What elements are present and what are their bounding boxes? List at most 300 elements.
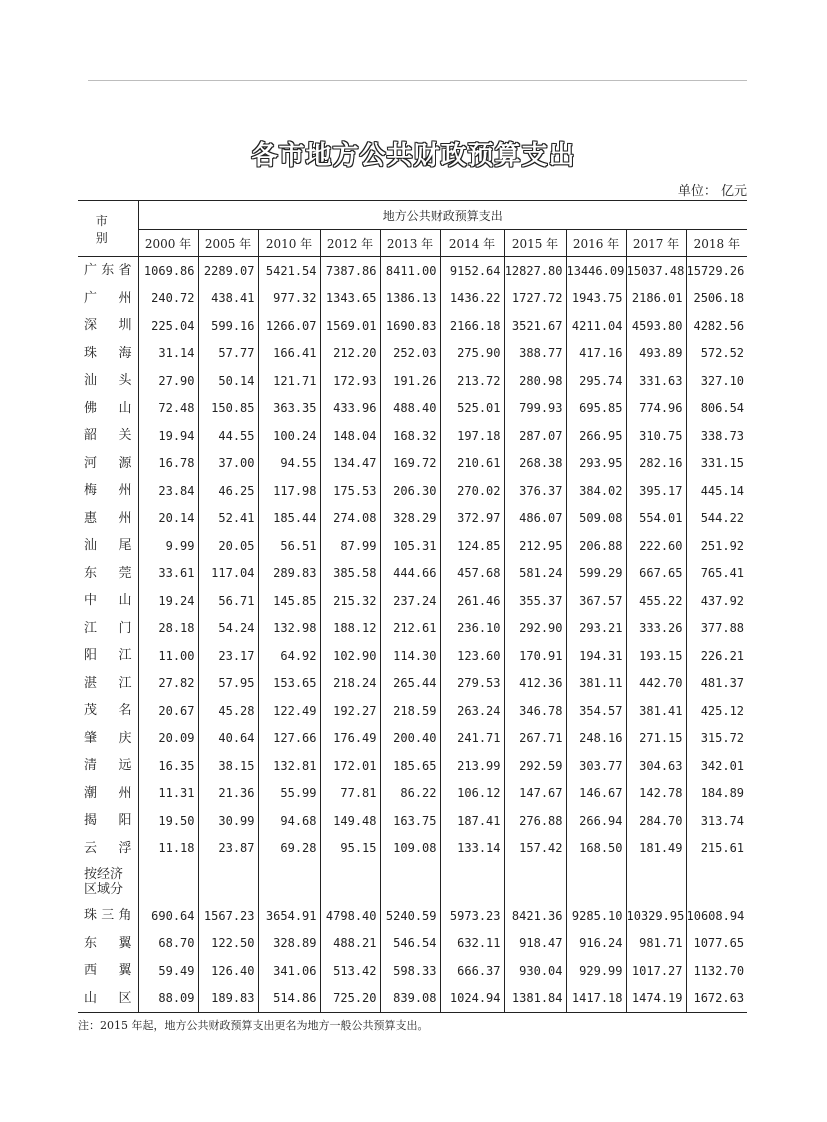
value-cell: 109.08 — [380, 835, 440, 863]
row-label: 梅州 — [84, 483, 132, 499]
value-cell: 354.57 — [566, 697, 626, 725]
value-cell: 581.24 — [504, 560, 566, 588]
value-cell: 667.65 — [626, 560, 686, 588]
value-cell: 168.32 — [380, 422, 440, 450]
table-row — [78, 615, 747, 643]
value-cell: 977.32 — [258, 285, 320, 313]
value-cell: 192.27 — [320, 697, 380, 725]
year-header: 2014 年 — [440, 230, 504, 257]
unit-label: 单位： 亿元 — [677, 184, 747, 199]
value-cell: 16.35 — [138, 752, 198, 780]
value-cell: 513.42 — [320, 957, 380, 985]
value-cell: 46.25 — [198, 477, 258, 505]
value-cell: 270.02 — [440, 477, 504, 505]
table-row — [78, 257, 747, 285]
value-cell: 333.26 — [626, 615, 686, 643]
city-column-header: 市 别 — [78, 201, 138, 257]
year-header: 2012 年 — [320, 230, 380, 257]
footnote: 注：2015 年起，地方公共财政预算支出更名为地方一般公共预算支出。 — [78, 1019, 429, 1032]
value-cell: 168.50 — [566, 835, 626, 863]
value-cell: 166.41 — [258, 340, 320, 368]
value-cell: 117.98 — [258, 477, 320, 505]
value-cell: 10608.94 — [686, 902, 747, 930]
value-cell: 213.99 — [440, 752, 504, 780]
year-header: 2013 年 — [380, 230, 440, 257]
table-row — [78, 697, 747, 725]
value-cell: 514.86 — [258, 985, 320, 1013]
value-cell: 30.99 — [198, 807, 258, 835]
value-cell: 916.24 — [566, 930, 626, 958]
table-row — [78, 807, 747, 835]
value-cell: 10329.95 — [626, 902, 686, 930]
value-cell: 2186.01 — [626, 285, 686, 313]
value-cell: 50.14 — [198, 367, 258, 395]
value-cell: 122.49 — [258, 697, 320, 725]
value-cell: 240.72 — [138, 285, 198, 313]
value-cell: 87.99 — [320, 532, 380, 560]
value-cell: 69.28 — [258, 835, 320, 863]
value-cell: 191.26 — [380, 367, 440, 395]
row-label: 河源 — [84, 455, 132, 471]
value-cell: 315.72 — [686, 725, 747, 753]
value-cell: 172.93 — [320, 367, 380, 395]
year-header: 2005 年 — [198, 230, 258, 257]
value-cell: 488.21 — [320, 930, 380, 958]
value-cell: 331.15 — [686, 450, 747, 478]
value-cell: 395.17 — [626, 477, 686, 505]
value-cell: 304.63 — [626, 752, 686, 780]
row-label: 珠海 — [84, 345, 132, 361]
value-cell: 266.95 — [566, 422, 626, 450]
value-cell: 215.61 — [686, 835, 747, 863]
value-cell: 122.50 — [198, 930, 258, 958]
table-row — [78, 587, 747, 615]
value-cell: 64.92 — [258, 642, 320, 670]
group-header: 地方公共财政预算支出 — [138, 201, 747, 230]
value-cell: 666.37 — [440, 957, 504, 985]
value-cell: 275.90 — [440, 340, 504, 368]
empty-cell — [440, 862, 504, 902]
value-cell: 176.49 — [320, 725, 380, 753]
value-cell: 981.71 — [626, 930, 686, 958]
value-cell: 133.14 — [440, 835, 504, 863]
value-cell: 19.24 — [138, 587, 198, 615]
value-cell: 20.05 — [198, 532, 258, 560]
value-cell: 385.58 — [320, 560, 380, 588]
value-cell: 412.36 — [504, 670, 566, 698]
value-cell: 1943.75 — [566, 285, 626, 313]
value-cell: 929.99 — [566, 957, 626, 985]
value-cell: 218.59 — [380, 697, 440, 725]
value-cell: 1017.27 — [626, 957, 686, 985]
value-cell: 328.29 — [380, 505, 440, 533]
value-cell: 2166.18 — [440, 312, 504, 340]
value-cell: 8411.00 — [380, 257, 440, 285]
value-cell: 554.01 — [626, 505, 686, 533]
table-row — [78, 670, 747, 698]
empty-cell — [626, 862, 686, 902]
table-row — [78, 560, 747, 588]
value-cell: 251.92 — [686, 532, 747, 560]
value-cell: 185.44 — [258, 505, 320, 533]
value-cell: 289.83 — [258, 560, 320, 588]
row-label: 深圳 — [84, 318, 132, 334]
value-cell: 4282.56 — [686, 312, 747, 340]
value-cell: 433.96 — [320, 395, 380, 423]
row-label: 云浮 — [84, 840, 132, 856]
value-cell: 572.52 — [686, 340, 747, 368]
value-cell: 170.91 — [504, 642, 566, 670]
value-cell: 40.64 — [198, 725, 258, 753]
value-cell: 1024.94 — [440, 985, 504, 1013]
value-cell: 9152.64 — [440, 257, 504, 285]
value-cell: 274.08 — [320, 505, 380, 533]
value-cell: 1077.65 — [686, 930, 747, 958]
empty-cell — [504, 862, 566, 902]
value-cell: 280.98 — [504, 367, 566, 395]
value-cell: 21.36 — [198, 780, 258, 808]
value-cell: 544.22 — [686, 505, 747, 533]
value-cell: 37.00 — [198, 450, 258, 478]
value-cell: 438.41 — [198, 285, 258, 313]
value-cell: 4593.80 — [626, 312, 686, 340]
value-cell: 2289.07 — [198, 257, 258, 285]
row-label: 珠三角 — [84, 908, 132, 924]
value-cell: 225.04 — [138, 312, 198, 340]
empty-cell — [258, 862, 320, 902]
value-cell: 142.78 — [626, 780, 686, 808]
value-cell: 695.85 — [566, 395, 626, 423]
table-row — [78, 532, 747, 560]
table-row — [78, 957, 747, 985]
row-label: 山区 — [78, 985, 138, 1013]
value-cell: 313.74 — [686, 807, 747, 835]
value-cell: 799.93 — [504, 395, 566, 423]
table-row — [78, 902, 747, 930]
value-cell: 28.18 — [138, 615, 198, 643]
value-cell: 381.41 — [626, 697, 686, 725]
value-cell: 52.41 — [198, 505, 258, 533]
row-label: 肇庆 — [84, 730, 132, 746]
value-cell: 765.41 — [686, 560, 747, 588]
empty-cell — [138, 862, 198, 902]
empty-cell — [198, 862, 258, 902]
row-label: 茂名 — [84, 703, 132, 719]
value-cell: 106.12 — [440, 780, 504, 808]
row-label: 阳江 — [84, 648, 132, 664]
value-cell: 11.31 — [138, 780, 198, 808]
value-cell: 598.33 — [380, 957, 440, 985]
value-cell: 145.85 — [258, 587, 320, 615]
value-cell: 197.18 — [440, 422, 504, 450]
table-row — [78, 450, 747, 478]
year-header: 2000 年 — [138, 230, 198, 257]
value-cell: 236.10 — [440, 615, 504, 643]
value-cell: 287.07 — [504, 422, 566, 450]
year-header: 2017 年 — [626, 230, 686, 257]
value-cell: 86.22 — [380, 780, 440, 808]
value-cell: 388.77 — [504, 340, 566, 368]
value-cell: 599.29 — [566, 560, 626, 588]
value-cell: 1436.22 — [440, 285, 504, 313]
value-cell: 132.81 — [258, 752, 320, 780]
value-cell: 5421.54 — [258, 257, 320, 285]
row-label: 清远 — [84, 758, 132, 774]
value-cell: 4211.04 — [566, 312, 626, 340]
value-cell: 114.30 — [380, 642, 440, 670]
value-cell: 457.68 — [440, 560, 504, 588]
value-cell: 445.14 — [686, 477, 747, 505]
value-cell: 327.10 — [686, 367, 747, 395]
value-cell: 279.53 — [440, 670, 504, 698]
value-cell: 295.74 — [566, 367, 626, 395]
value-cell: 384.02 — [566, 477, 626, 505]
year-header: 2018 年 — [686, 230, 747, 257]
row-label: 广州 — [84, 290, 132, 306]
value-cell: 1727.72 — [504, 285, 566, 313]
value-cell: 328.89 — [258, 930, 320, 958]
value-cell: 263.24 — [440, 697, 504, 725]
value-cell: 363.35 — [258, 395, 320, 423]
value-cell: 338.73 — [686, 422, 747, 450]
value-cell: 77.81 — [320, 780, 380, 808]
value-cell: 355.37 — [504, 587, 566, 615]
table-row — [78, 725, 747, 753]
row-label: 湛江 — [84, 675, 132, 691]
value-cell: 175.53 — [320, 477, 380, 505]
value-cell: 265.44 — [380, 670, 440, 698]
value-cell: 918.47 — [504, 930, 566, 958]
value-cell: 237.24 — [380, 587, 440, 615]
value-cell: 444.66 — [380, 560, 440, 588]
value-cell: 169.72 — [380, 450, 440, 478]
value-cell: 33.61 — [138, 560, 198, 588]
year-header: 2010 年 — [258, 230, 320, 257]
value-cell: 146.67 — [566, 780, 626, 808]
value-cell: 381.11 — [566, 670, 626, 698]
value-cell: 124.85 — [440, 532, 504, 560]
value-cell: 16.78 — [138, 450, 198, 478]
value-cell: 488.40 — [380, 395, 440, 423]
value-cell: 31.14 — [138, 340, 198, 368]
value-cell: 2506.18 — [686, 285, 747, 313]
value-cell: 56.51 — [258, 532, 320, 560]
value-cell: 8421.36 — [504, 902, 566, 930]
value-cell: 222.60 — [626, 532, 686, 560]
empty-cell — [686, 862, 747, 902]
value-cell: 774.96 — [626, 395, 686, 423]
value-cell: 1069.86 — [138, 257, 198, 285]
value-cell: 157.42 — [504, 835, 566, 863]
value-cell: 132.98 — [258, 615, 320, 643]
value-cell: 20.09 — [138, 725, 198, 753]
value-cell: 293.21 — [566, 615, 626, 643]
value-cell: 5973.23 — [440, 902, 504, 930]
row-label: 揭阳 — [84, 813, 132, 829]
value-cell: 292.59 — [504, 752, 566, 780]
value-cell: 27.82 — [138, 670, 198, 698]
value-cell: 282.16 — [626, 450, 686, 478]
value-cell: 181.49 — [626, 835, 686, 863]
value-cell: 442.70 — [626, 670, 686, 698]
value-cell: 134.47 — [320, 450, 380, 478]
value-cell: 57.95 — [198, 670, 258, 698]
value-cell: 437.92 — [686, 587, 747, 615]
value-cell: 12827.80 — [504, 257, 566, 285]
value-cell: 1417.18 — [566, 985, 626, 1013]
value-cell: 57.77 — [198, 340, 258, 368]
table-row — [78, 985, 747, 1013]
table-row — [78, 422, 747, 450]
value-cell: 117.04 — [198, 560, 258, 588]
value-cell: 105.31 — [380, 532, 440, 560]
value-cell: 261.46 — [440, 587, 504, 615]
value-cell: 367.57 — [566, 587, 626, 615]
value-cell: 268.38 — [504, 450, 566, 478]
value-cell: 188.12 — [320, 615, 380, 643]
value-cell: 212.95 — [504, 532, 566, 560]
value-cell: 241.71 — [440, 725, 504, 753]
value-cell: 5240.59 — [380, 902, 440, 930]
section-row — [78, 862, 747, 902]
value-cell: 88.09 — [138, 985, 198, 1013]
value-cell: 163.75 — [380, 807, 440, 835]
value-cell: 632.11 — [440, 930, 504, 958]
value-cell: 126.40 — [198, 957, 258, 985]
value-cell: 184.89 — [686, 780, 747, 808]
value-cell: 15037.48 — [626, 257, 686, 285]
row-label: 汕尾 — [84, 538, 132, 554]
section-label: 按经济区域分 — [84, 867, 124, 897]
value-cell: 215.32 — [320, 587, 380, 615]
value-cell: 1381.84 — [504, 985, 566, 1013]
value-cell: 276.88 — [504, 807, 566, 835]
value-cell: 226.21 — [686, 642, 747, 670]
value-cell: 56.71 — [198, 587, 258, 615]
value-cell: 455.22 — [626, 587, 686, 615]
value-cell: 3521.67 — [504, 312, 566, 340]
value-cell: 100.24 — [258, 422, 320, 450]
empty-cell — [566, 862, 626, 902]
value-cell: 1672.63 — [686, 985, 747, 1013]
value-cell: 23.87 — [198, 835, 258, 863]
value-cell: 172.01 — [320, 752, 380, 780]
value-cell: 525.01 — [440, 395, 504, 423]
empty-cell — [380, 862, 440, 902]
value-cell: 1266.07 — [258, 312, 320, 340]
value-cell: 417.16 — [566, 340, 626, 368]
value-cell: 210.61 — [440, 450, 504, 478]
value-cell: 15729.26 — [686, 257, 747, 285]
value-cell: 267.71 — [504, 725, 566, 753]
row-label: 佛山 — [84, 400, 132, 416]
value-cell: 150.85 — [198, 395, 258, 423]
value-cell: 481.37 — [686, 670, 747, 698]
value-cell: 546.54 — [380, 930, 440, 958]
row-label: 东翼 — [84, 935, 132, 951]
value-cell: 1690.83 — [380, 312, 440, 340]
value-cell: 193.15 — [626, 642, 686, 670]
value-cell: 1132.70 — [686, 957, 747, 985]
table-row — [78, 930, 747, 958]
value-cell: 725.20 — [320, 985, 380, 1013]
value-cell: 1569.01 — [320, 312, 380, 340]
value-cell: 153.65 — [258, 670, 320, 698]
value-cell: 3654.91 — [258, 902, 320, 930]
table-row — [78, 340, 747, 368]
year-header: 2015 年 — [504, 230, 566, 257]
value-cell: 121.71 — [258, 367, 320, 395]
value-cell: 9.99 — [138, 532, 198, 560]
value-cell: 839.08 — [380, 985, 440, 1013]
table-row — [78, 312, 747, 340]
value-cell: 331.63 — [626, 367, 686, 395]
value-cell: 187.41 — [440, 807, 504, 835]
value-cell: 806.54 — [686, 395, 747, 423]
value-cell: 509.08 — [566, 505, 626, 533]
value-cell: 54.24 — [198, 615, 258, 643]
value-cell: 1567.23 — [198, 902, 258, 930]
table-row — [78, 285, 747, 313]
value-cell: 271.15 — [626, 725, 686, 753]
value-cell: 212.61 — [380, 615, 440, 643]
row-label: 江门 — [84, 620, 132, 636]
value-cell: 102.90 — [320, 642, 380, 670]
value-cell: 206.30 — [380, 477, 440, 505]
value-cell: 127.66 — [258, 725, 320, 753]
value-cell: 13446.09 — [566, 257, 626, 285]
value-cell: 9285.10 — [566, 902, 626, 930]
row-label: 西翼 — [84, 963, 132, 979]
value-cell: 341.06 — [258, 957, 320, 985]
value-cell: 200.40 — [380, 725, 440, 753]
value-cell: 930.04 — [504, 957, 566, 985]
value-cell: 59.49 — [138, 957, 198, 985]
value-cell: 266.94 — [566, 807, 626, 835]
value-cell: 44.55 — [198, 422, 258, 450]
value-cell: 1343.65 — [320, 285, 380, 313]
value-cell: 11.00 — [138, 642, 198, 670]
value-cell: 1386.13 — [380, 285, 440, 313]
row-label: 广东省 — [84, 263, 132, 279]
value-cell: 147.67 — [504, 780, 566, 808]
row-label: 东莞 — [84, 565, 132, 581]
value-cell: 149.48 — [320, 807, 380, 835]
value-cell: 4798.40 — [320, 902, 380, 930]
value-cell: 206.88 — [566, 532, 626, 560]
value-cell: 486.07 — [504, 505, 566, 533]
value-cell: 148.04 — [320, 422, 380, 450]
value-cell: 189.83 — [198, 985, 258, 1013]
value-cell: 95.15 — [320, 835, 380, 863]
row-label: 惠州 — [84, 510, 132, 526]
value-cell: 194.31 — [566, 642, 626, 670]
value-cell: 11.18 — [138, 835, 198, 863]
value-cell: 372.97 — [440, 505, 504, 533]
value-cell: 23.17 — [198, 642, 258, 670]
value-cell: 248.16 — [566, 725, 626, 753]
row-label: 汕头 — [84, 373, 132, 389]
table-row — [78, 752, 747, 780]
table-row — [78, 477, 747, 505]
table-row — [78, 505, 747, 533]
table-row — [78, 780, 747, 808]
value-cell: 342.01 — [686, 752, 747, 780]
value-cell: 27.90 — [138, 367, 198, 395]
table-row — [78, 835, 747, 863]
value-cell: 94.68 — [258, 807, 320, 835]
value-cell: 19.94 — [138, 422, 198, 450]
